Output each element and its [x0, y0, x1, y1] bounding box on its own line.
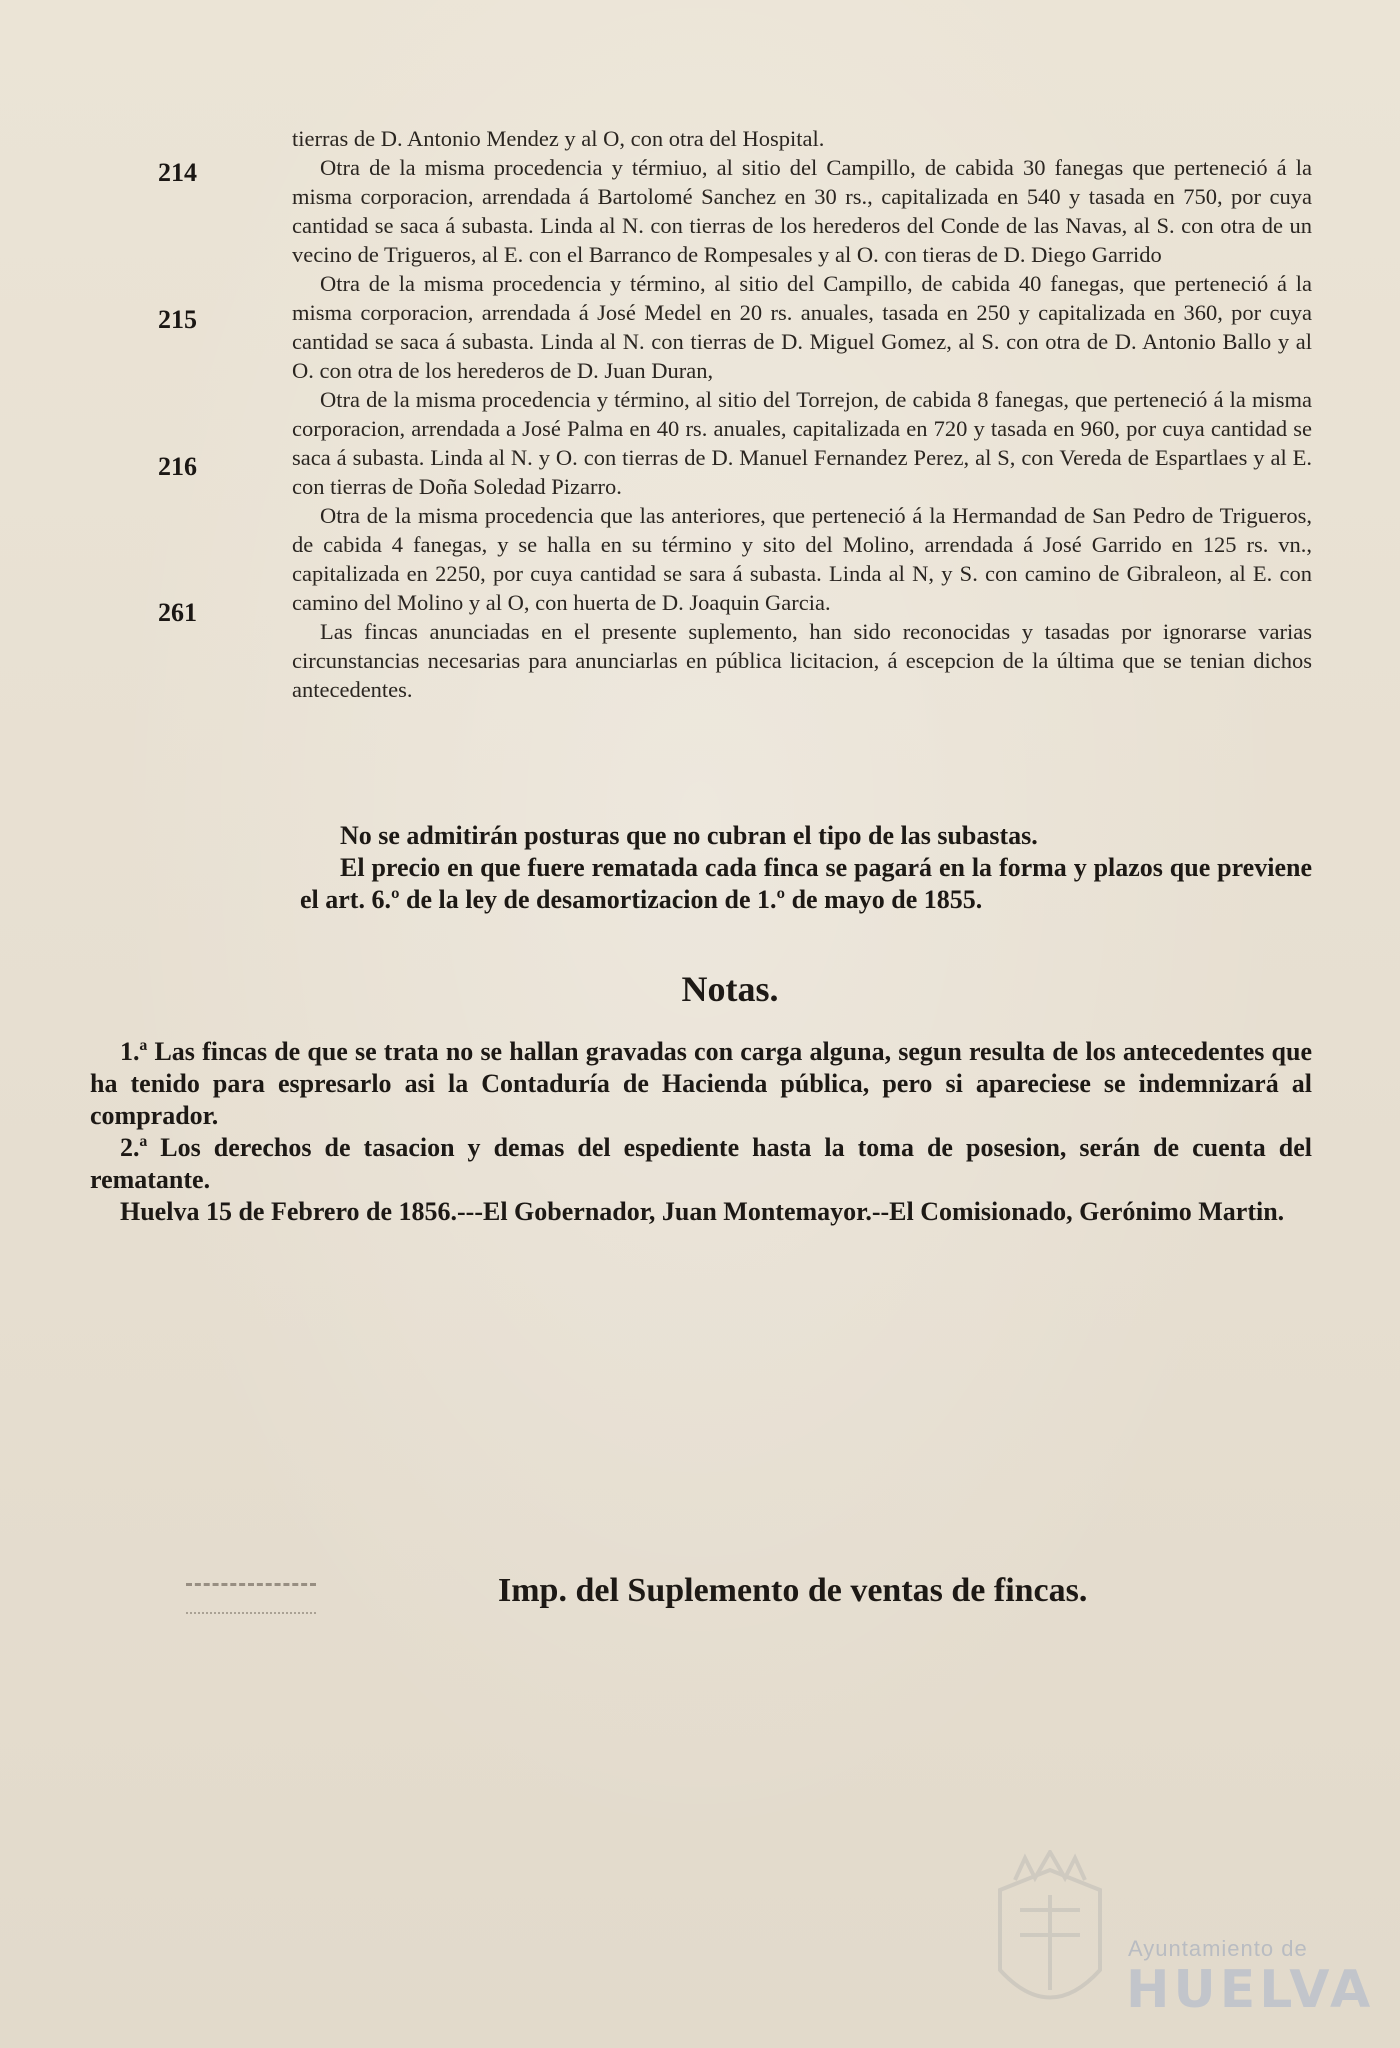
condition-line: El precio en que fuere rematada cada finca se pagará en la forma y plazos que previene el art. 6.º de la ley de desamortizacion de 1.º de mayo de 1855.: [300, 853, 1312, 914]
listing-remark: Las fincas anunciadas en el presente suplemento, han sido reconocidas y tasadas por ignorarse varias circunstancias necesarias para anunciarlas en pública licitacion, á escepcion de la última que se tenian dichos antecedentes.: [292, 619, 1312, 702]
note-item: 1.ª Las fincas de que se trata no se hallan gravadas con carga alguna, segun resulta de los antecedentes que ha tenido para espresarlo asi la Contaduría de Hacienda pública, pero si apareciese se indemnizará al comprador.: [90, 1037, 1312, 1130]
listing-continuation: tierras de D. Antonio Mendez y al O, con otra del Hospital.: [292, 126, 825, 151]
watermark-text: Ayuntamiento de: [1128, 1936, 1308, 1961]
notes-section: [90, 1036, 1312, 1228]
listing-entry: Otra de la misma procedencia que las anteriores, que perteneció á la Hermandad de San Pedro de Trigueros, de cabida 4 fanegas, y se halla en su término y sito del Molino, arrendada á José Garrido en 125 rs. vn., capitalizada en 2250, por cuya cantidad se sara á subasta. Linda al N, y S. con camino de Gibraleon, al E. con camino del Molino y al O, con huerta de D. Joaquin Garcia.: [292, 503, 1312, 615]
printer-imprint: Imp. del Suplemento de ventas de fincas.: [498, 1572, 1088, 1609]
lot-number: 214: [158, 158, 197, 187]
listing-entry: Otra de la misma procedencia y térmiuo, al sitio del Campillo, de cabida 30 fanegas que perteneció á la misma corporacion, arrendada á Bartolomé Sanchez en 30 rs., capitalizada en 540 y tasada en 750, por cuya cantidad se saca á subasta. Linda al N. con tierras de los herederos del Conde de las Navas, al S. con otra de un vecino de Trigueros, al E. con el Barranco de Rompesales y al O. con tieras de D. Diego Garrido: [292, 155, 1312, 267]
auction-conditions: [300, 820, 1312, 916]
listing-entry: Otra de la misma procedencia y término, al sitio del Torrejon, de cabida 8 fanegas, que perteneció á la misma corporacion, arrendada a José Palma en 40 rs. anuales, capitalizada en 720 y tasada en 960, por cuya cantidad se saca á subasta. Linda al N. y O. con tierras de D. Manuel Fernandez Perez, al S, con Vereda de Espartlaes y al E. con tierras de Doña Soledad Pizarro.: [292, 387, 1312, 499]
signature-line: Huelva 15 de Febrero de 1856.---El Gobernador, Juan Montemayor.--El Comisionado, Gerónimo Martin.: [120, 1197, 1285, 1226]
watermark-title: HUELVA: [1126, 1960, 1375, 2020]
faint-stamp-mark: [186, 1583, 316, 1614]
property-listings: [292, 124, 1312, 704]
condition-line: No se admitirán posturas que no cubran el tipo de las subastas.: [340, 821, 1038, 850]
note-item: 2.ª Los derechos de tasacion y demas del espediente hasta la toma de posesion, serán de cuenta del rematante.: [90, 1133, 1312, 1194]
lot-number: 216: [158, 452, 197, 481]
listing-entry: Otra de la misma procedencia y término, al sitio del Campillo, de cabida 40 fanegas, que perteneció á la misma corporacion, arrendada á José Medel en 20 rs. anuales, tasada en 250 y capitalizada en 360, por cuya cantidad se saca á subasta. Linda al N. con tierras de D. Miguel Gomez, al S. con otra de D. Antonio Ballo y al O. con otra de los herederos de D. Juan Duran,: [292, 271, 1312, 383]
notes-heading: Notas.: [681, 969, 779, 1009]
lot-number: 215: [158, 305, 197, 334]
lot-number: 261: [158, 598, 197, 627]
